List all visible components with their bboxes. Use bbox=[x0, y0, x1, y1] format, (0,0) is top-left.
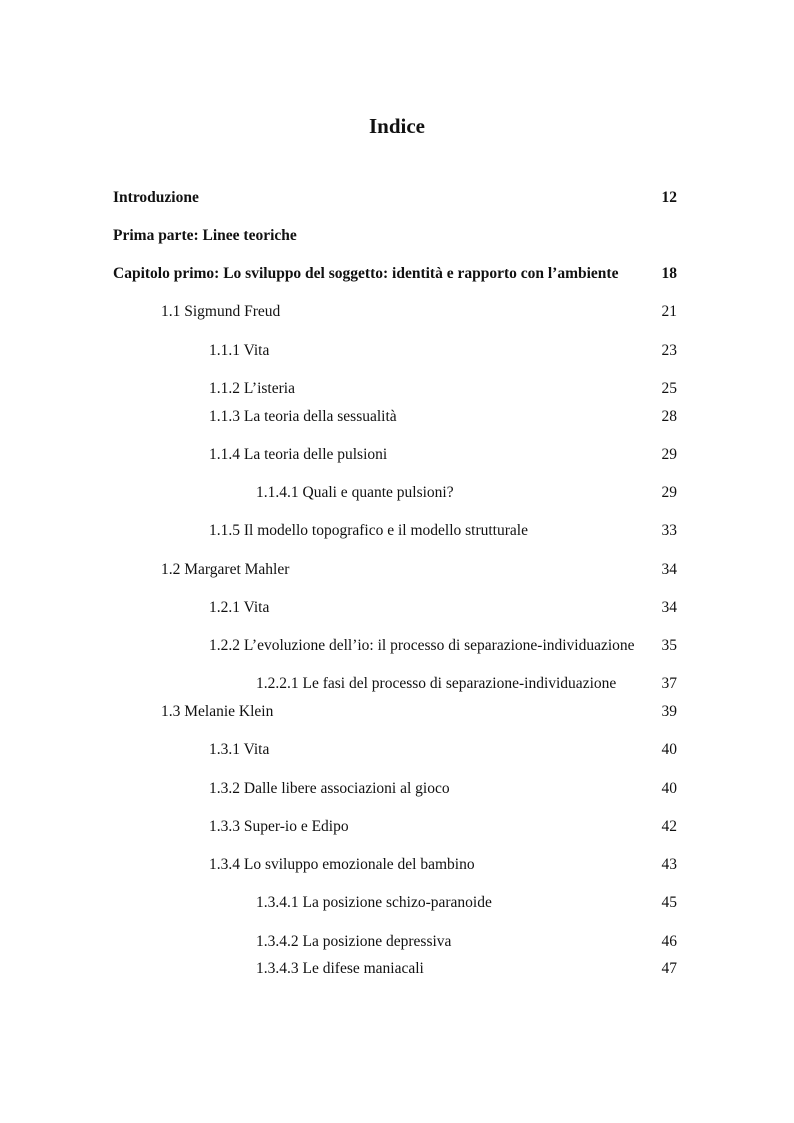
toc-entry-page: 35 bbox=[661, 637, 677, 654]
toc-entry-page: 45 bbox=[661, 894, 677, 911]
toc-entry-page: 42 bbox=[661, 818, 677, 835]
toc-entry bbox=[0, 673, 794, 695]
toc-entry-page: 40 bbox=[661, 780, 677, 797]
toc-entry-page: 37 bbox=[661, 675, 677, 692]
toc-entry-page: 12 bbox=[661, 189, 677, 206]
toc-entry-title: 1.3.4 Lo sviluppo emozionale del bambino bbox=[209, 856, 475, 873]
toc-entry-page: 34 bbox=[661, 561, 677, 578]
toc-entry-title: 1.1 Sigmund Freud bbox=[161, 303, 281, 320]
toc-part-heading bbox=[0, 225, 794, 247]
toc-entry bbox=[0, 635, 794, 657]
toc-entry-page: 28 bbox=[661, 408, 677, 425]
toc-entry bbox=[0, 739, 794, 761]
toc-entry bbox=[0, 301, 794, 323]
toc-entry-page: 46 bbox=[661, 933, 677, 950]
toc-entry-page: 29 bbox=[661, 484, 677, 501]
toc-entry-page: 25 bbox=[661, 380, 677, 397]
toc-entry-page: 23 bbox=[661, 342, 677, 359]
toc-entry-page: 18 bbox=[661, 265, 677, 282]
toc-entry-page: 21 bbox=[661, 303, 677, 320]
toc-entry bbox=[0, 854, 794, 876]
toc-entry bbox=[0, 958, 794, 980]
toc-entry-page: 43 bbox=[661, 856, 677, 873]
toc-entry-title: 1.2 Margaret Mahler bbox=[161, 561, 290, 578]
toc-entry bbox=[0, 701, 794, 723]
toc-entry bbox=[0, 816, 794, 838]
toc-entry bbox=[0, 187, 794, 209]
toc-entry-page: 29 bbox=[661, 446, 677, 463]
toc-entry bbox=[0, 482, 794, 504]
toc-entry-title: 1.1.1 Vita bbox=[209, 342, 270, 359]
toc-entry bbox=[0, 444, 794, 466]
toc-entry-page: 40 bbox=[661, 741, 677, 758]
toc-entry-title: 1.1.5 Il modello topografico e il modello strutturale bbox=[209, 522, 528, 539]
toc-entry bbox=[0, 520, 794, 542]
toc-entry-title: 1.3.4.2 La posizione depressiva bbox=[256, 933, 452, 950]
toc-entry-title: Introduzione bbox=[113, 189, 199, 206]
toc-entry-title: 1.2.2 L’evoluzione dell’io: il processo di separazione-individuazione bbox=[209, 637, 635, 654]
toc-entry-title: Prima parte: Linee teoriche bbox=[113, 227, 297, 244]
page-title: Indice bbox=[368, 114, 425, 138]
toc-entry bbox=[0, 406, 794, 428]
toc-entry-title: 1.1.4 La teoria delle pulsioni bbox=[209, 446, 388, 463]
toc-chapter-heading bbox=[0, 263, 794, 285]
toc-entry-title: 1.3 Melanie Klein bbox=[161, 703, 274, 720]
toc-entry-page: 39 bbox=[661, 703, 677, 720]
toc-entry-page: 34 bbox=[661, 599, 677, 616]
toc-entry-title: 1.1.4.1 Quali e quante pulsioni? bbox=[256, 484, 454, 501]
toc-entry-title: 1.3.3 Super-io e Edipo bbox=[209, 818, 349, 835]
toc-entry bbox=[0, 931, 794, 953]
toc-entry-title: 1.2.2.1 Le fasi del processo di separazione-individuazione bbox=[256, 675, 617, 692]
toc-entry-title: 1.3.4.3 Le difese maniacali bbox=[256, 960, 424, 977]
toc-entry-title: 1.1.3 La teoria della sessualità bbox=[209, 408, 397, 425]
toc-entry bbox=[0, 378, 794, 400]
toc-entry bbox=[0, 597, 794, 619]
toc-entry bbox=[0, 340, 794, 362]
toc-entry-page: 33 bbox=[661, 522, 677, 539]
toc-entry-title: 1.3.4.1 La posizione schizo-paranoide bbox=[256, 894, 492, 911]
toc-entry-title: 1.1.2 L’isteria bbox=[209, 380, 295, 397]
toc-entry bbox=[0, 559, 794, 581]
toc-entry-title: 1.3.1 Vita bbox=[209, 741, 270, 758]
toc-entry-title: Capitolo primo: Lo sviluppo del soggetto: identità e rapporto con l’ambiente bbox=[113, 265, 619, 282]
toc-entry bbox=[0, 778, 794, 800]
toc-entry bbox=[0, 892, 794, 914]
toc-entry-title: 1.2.1 Vita bbox=[209, 599, 270, 616]
toc-entry-page: 47 bbox=[661, 960, 677, 977]
toc-entry-title: 1.3.2 Dalle libere associazioni al gioco bbox=[209, 780, 450, 797]
